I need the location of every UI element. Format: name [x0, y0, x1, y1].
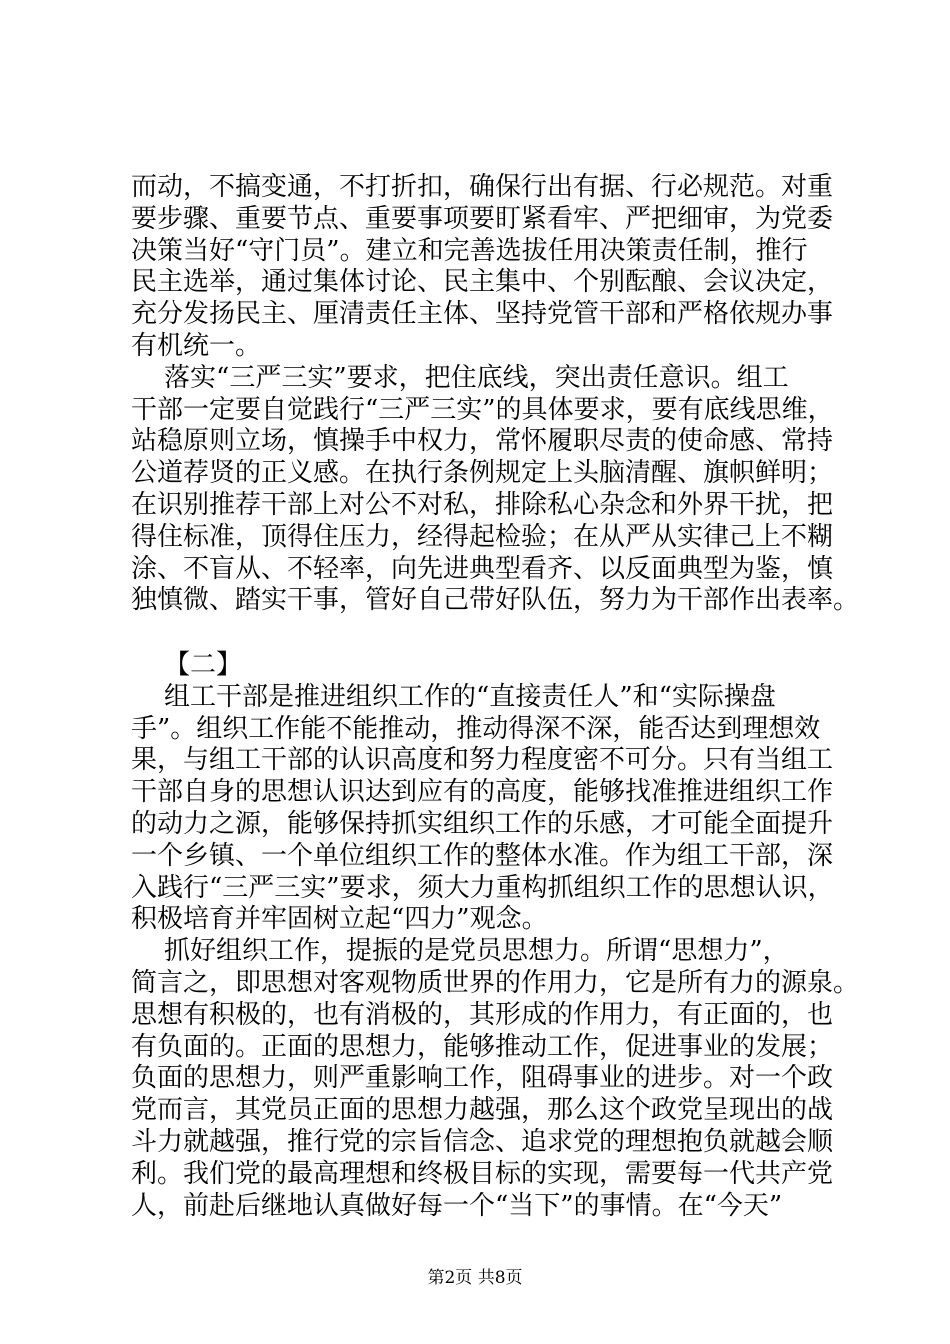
text-line: 民主选举，通过集体讨论、民主集中、个别酝酿、会议决定， [131, 267, 834, 298]
text-line: 涂、不盲从、不轻率，向先进典型看齐、以反面典型为鉴，慎 [131, 553, 834, 584]
text-line: 站稳原则立场，慎操手中权力，常怀履职尽责的使命感、常持 [131, 426, 834, 457]
text-line: 落实“三严三实”要求，把住底线，突出责任意识。组工 [131, 362, 789, 393]
text-line: 干部一定要自觉践行“三严三实”的具体要求，要有底线思维， [131, 394, 834, 425]
text-line: 负面的思想力，则严重影响工作，阻碍事业的进步。对一个政 [131, 1063, 834, 1094]
section-heading: 【二】 [131, 650, 243, 680]
body-text-part2 [131, 650, 860, 1222]
text-line: 抓好组织工作，提振的是党员思想力。所谓“思想力”， [131, 936, 789, 967]
body-text-part1 [131, 172, 860, 617]
text-line: 干部自身的思想认识达到应有的高度，能够找准推进组织工作 [131, 777, 834, 808]
text-line: 人，前赴后继地认真做好每一个“当下”的事情。在“今天” [131, 1190, 783, 1221]
text-line: 积极培育并牢固树立起“四力”观念。 [131, 904, 548, 935]
text-line: 在识别推荐干部上对公不对私，排除私心杂念和外界干扰，把 [131, 489, 834, 520]
text-line: 公道荐贤的正义感。在执行条例规定上头脑清醒、旗帜鲜明； [131, 458, 834, 489]
text-line: 的动力之源，能够保持抓实组织工作的乐感，才可能全面提升 [131, 808, 834, 839]
text-line: 思想有积极的，也有消极的，其形成的作用力，有正面的，也 [131, 999, 834, 1030]
text-line: 手”。组织工作能不能推动，推动得深不深，能否达到理想效 [131, 713, 821, 744]
text-line: 而动，不搞变通，不打折扣，确保行出有据、行必规范。对重 [131, 172, 834, 202]
text-line: 入践行“三严三实”要求，须大力重构抓组织工作的思想认识， [131, 872, 834, 903]
text-line: 充分发扬民主、厘清责任主体、坚持党管干部和严格依规办事 [131, 299, 834, 330]
text-line: 斗力就越强，推行党的宗旨信念、追求党的理想抱负就越会顺 [131, 1126, 834, 1157]
text-line: 要步骤、重要节点、重要事项要盯紧看牢、严把细审，为党委 [131, 203, 834, 234]
text-line: 简言之，即思想对客观物质世界的作用力，它是所有力的源泉。 [131, 967, 860, 998]
text-line: 党而言，其党员正面的思想力越强，那么这个政党呈现出的战 [131, 1095, 834, 1126]
text-line: 决策当好“守门员”。建立和完善选拔任用决策责任制，推行 [131, 235, 808, 266]
text-line: 有机统一。 [131, 330, 262, 361]
text-line: 利。我们党的最高理想和终极目标的实现，需要每一代共产党 [131, 1158, 834, 1189]
text-line: 一个乡镇、一个单位组织工作的整体水准。作为组工干部，深 [131, 840, 834, 871]
text-line: 组工干部是推进组织工作的“直接责任人”和“实际操盘 [131, 681, 776, 712]
text-line: 独慎微、踏实干事，管好自己带好队伍，努力为干部作出表率。 [131, 585, 860, 616]
text-line: 得住标准，顶得住压力，经得起检验；在从严从实律己上不糊 [131, 521, 834, 552]
text-line: 有负面的。正面的思想力，能够推动工作，促进事业的发展； [131, 1031, 834, 1062]
text-line: 果，与组工干部的认识高度和努力程度密不可分。只有当组工 [131, 745, 834, 776]
page-footer: 第2页 共8页 [427, 1268, 523, 1288]
